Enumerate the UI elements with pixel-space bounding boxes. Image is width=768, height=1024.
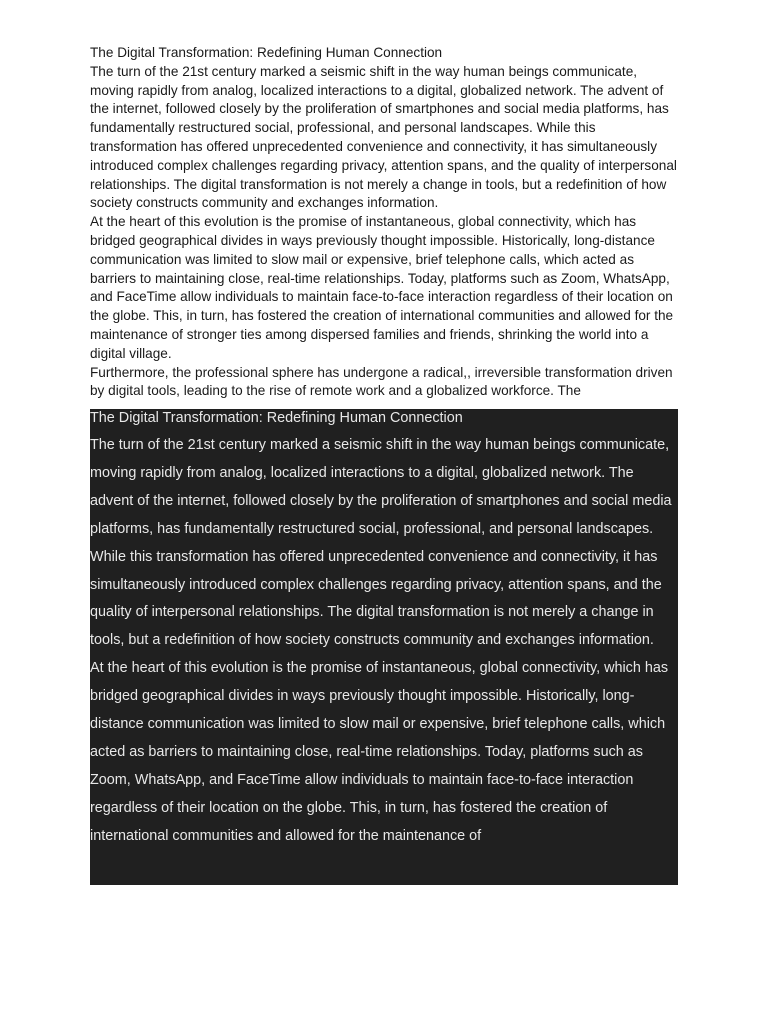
document-paragraph-1: The turn of the 21st century marked a seismic shift in the way human beings communicate, moving rapidly from analog, localized interactions to a digital, globalized network. The advent of the internet, followed closely by the proliferation of smartphones and social media platforms, has fundamentally restructured social, professional, and personal landscapes. While this transformation has offered unprecedented convenience and connectivity, it has simultaneously introduced complex challenges regarding privacy, attention spans, and the quality of interpersonal relationships. The digital transformation is not merely a change in tools, but a redefinition of how society constructs community and exchanges information. bbox=[90, 63, 677, 211]
document-page bbox=[90, 44, 680, 412]
document-paragraph-3: Furthermore, the professional sphere has undergone a radical,, irreversible transformation driven by digital tools, leading to the rise of remote work and a globalized workforce. The bbox=[90, 364, 673, 399]
overlay-paragraph-2: At the heart of this evolution is the promise of instantaneous, global connectivity, which has bridged geographical divides in ways previously thought impossible. Historically, long-distance communication was limited to slow mail or expensive, brief telephone calls, which acted as barriers to maintaining close, real-time relationships. Today, platforms such as Zoom, WhatsApp, and FaceTime allow individuals to maintain face-to-face interaction regardless of their location on the globe. This, in turn, has fostered the creation of international communities and allowed for the maintenance of bbox=[90, 660, 669, 844]
document-title: The Digital Transformation: Redefining Human Connection bbox=[90, 45, 443, 60]
overlay-paragraph-1: The turn of the 21st century marked a seismic shift in the way human beings communicate, moving rapidly from analog, localized interactions to a digital, globalized network. The advent of the internet, followed closely by the proliferation of smartphones and social media platforms, has fundamentally restructured social, professional, and personal landscapes. While this transformation has offered unprecedented convenience and connectivity, it has simultaneously introduced complex challenges regarding privacy, attention spans, and the quality of interpersonal relationships. The digital transformation is not merely a change in tools, but a redefinition of how society constructs community and exchanges information. bbox=[90, 437, 672, 649]
document-paragraph-2: At the heart of this evolution is the promise of instantaneous, global connectivity, which has bridged geographical divides in ways previously thought impossible. Historically, long-distance communication was limited to slow mail or expensive, brief telephone calls, which acted as barriers to maintaining close, real-time relationships. Today, platforms such as Zoom, WhatsApp, and FaceTime allow individuals to maintain face-to-face interaction regardless of their location on the globe. This, in turn, has fostered the creation of international communities and allowed for the maintenance of stronger ties among dispersed families and friends, shrinking the world into a digital village. bbox=[90, 214, 674, 361]
text-overlay-panel[interactable] bbox=[90, 409, 678, 885]
overlay-title: The Digital Transformation: Redefining Human Connection bbox=[90, 410, 463, 426]
